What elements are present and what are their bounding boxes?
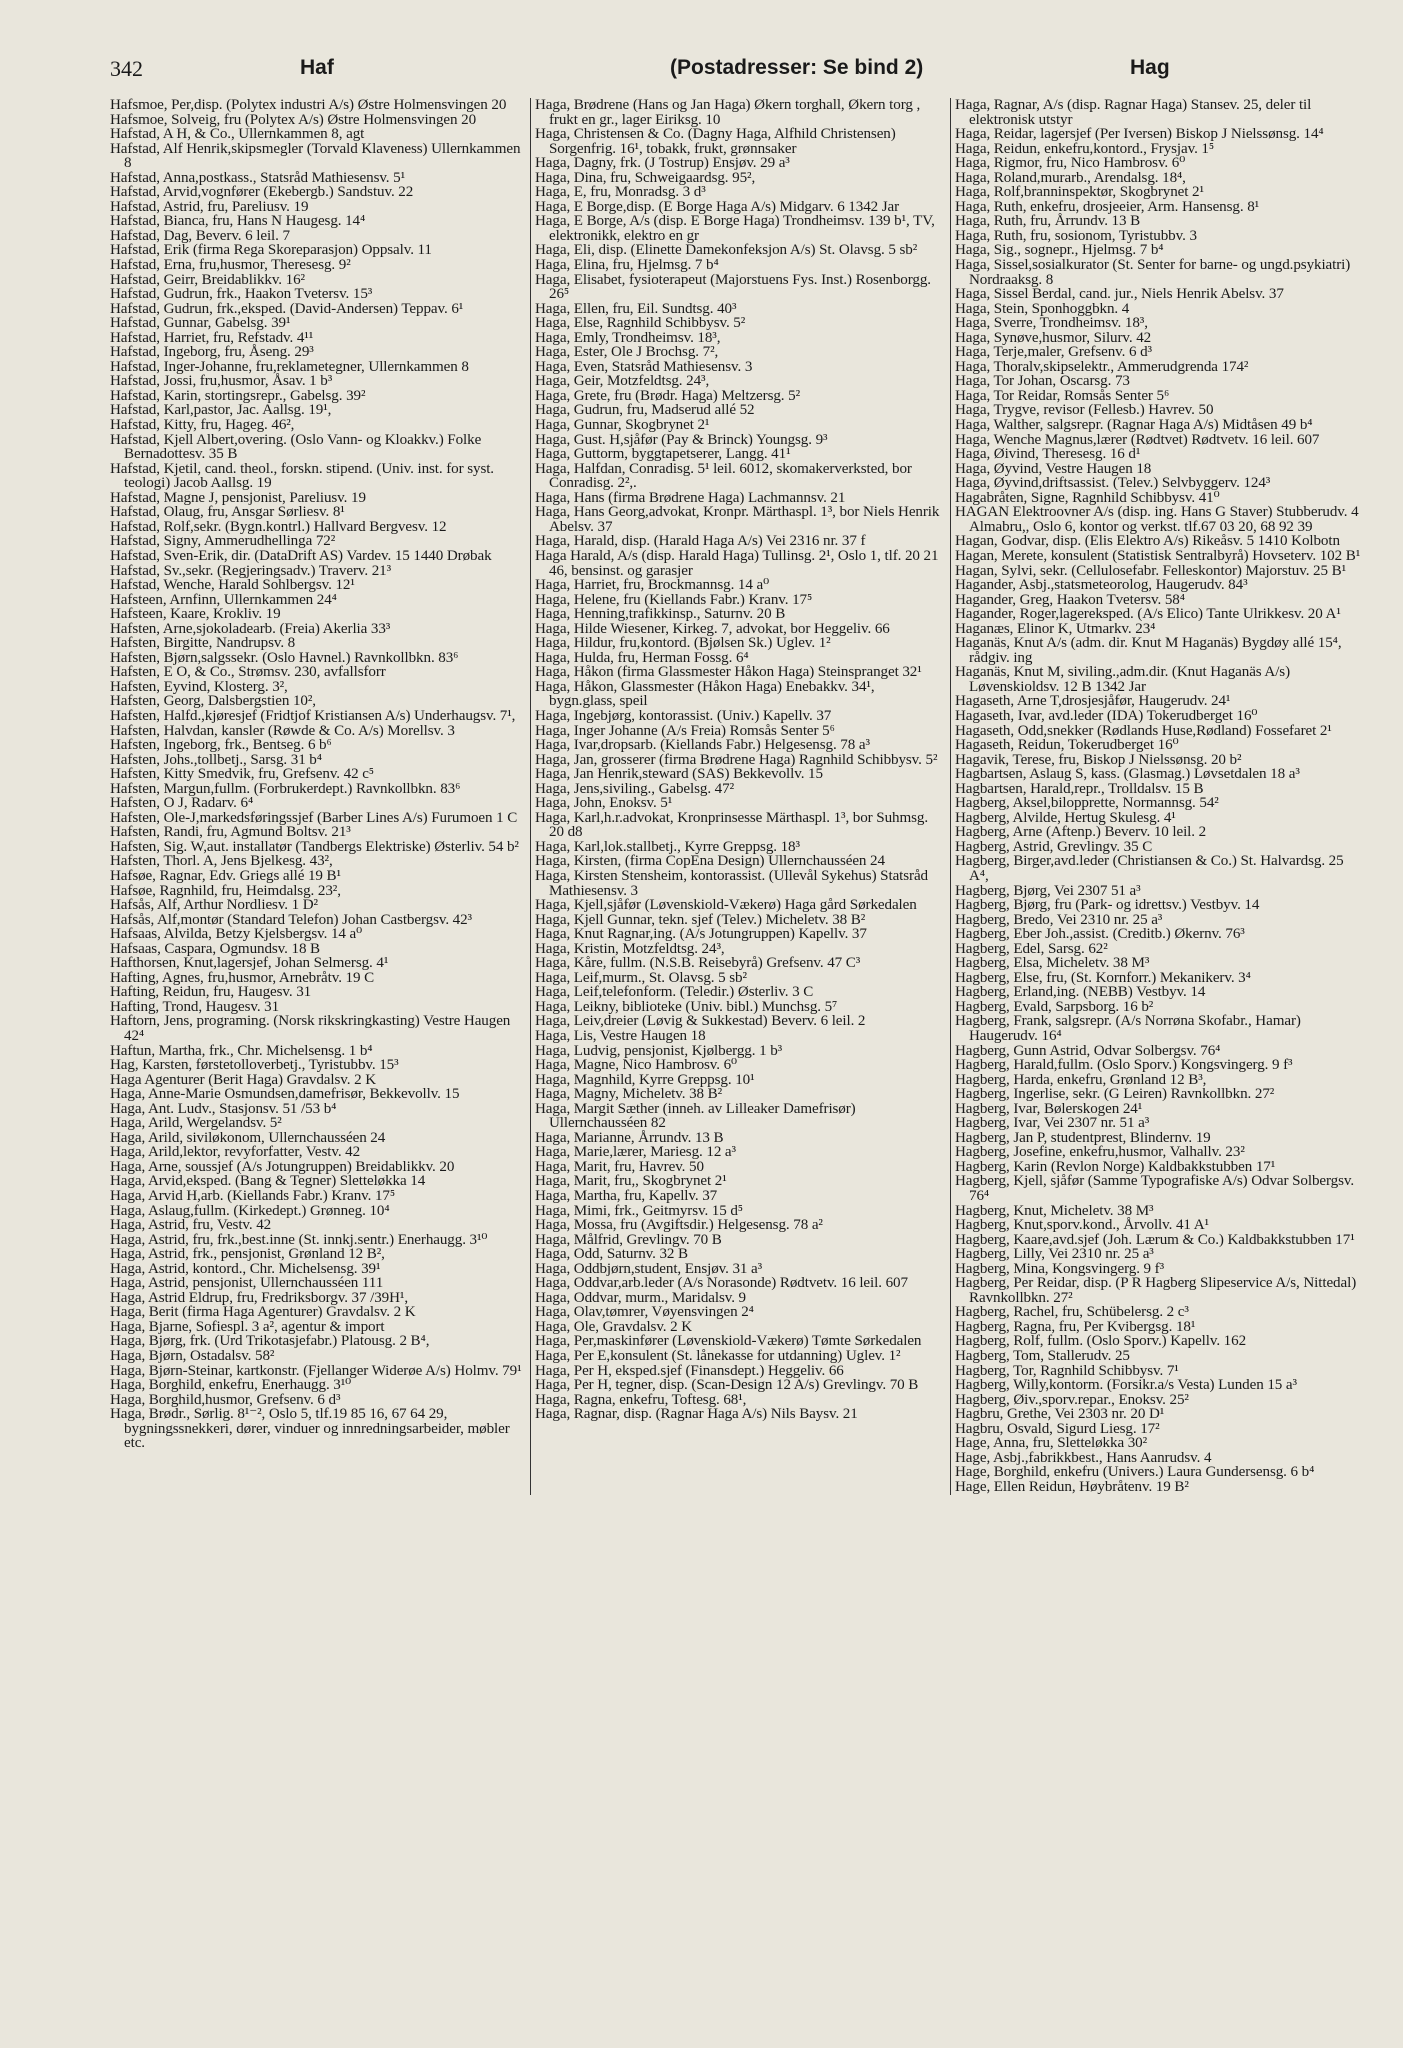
header-keyword-right: Hag — [1130, 56, 1170, 79]
directory-entry: Hafsten, Eyvind, Klosterg. 3², — [110, 678, 288, 695]
directory-entry: Hag, Karsten, førstetolloverbetj., Tyristubbv. 15³ — [110, 1057, 399, 1074]
directory-entry: Haga, Astrid Eldrup, fru, Fredriksborgv. 37 /39H¹, — [110, 1289, 409, 1306]
directory-entry: Hafsteen, Kaare, Krokliv. 19 — [110, 606, 281, 623]
directory-entry: Hagbartsen, Aslaug S, kass. (Glasmag.) Løvsetdalen 18 a³ — [955, 766, 1300, 783]
directory-entry: Haga, Hildur, fru,kontord. (Bjølsen Sk.) Uglev. 1² — [535, 635, 831, 652]
directory-entry: Hafstad, Anna,postkass., Statsråd Mathiesensv. 5¹ — [110, 169, 406, 186]
directory-entry: Haga, Tor Johan, Oscarsg. 73 — [955, 373, 1130, 390]
directory-entry: Hafstad, Astrid, fru, Pareliusv. 19 — [110, 198, 309, 215]
directory-entry: Haga, Per E,konsulent (St. lånekasse for utdanning) Uglev. 1² — [535, 1348, 901, 1365]
directory-entry: Haga, Borghild,husmor, Grefsenv. 6 d³ — [110, 1391, 341, 1408]
directory-entry: Hafsøe, Ragnar, Edv. Griegs allé 19 B¹ — [110, 867, 341, 884]
directory-entry: Haga, Ludvig, pensjonist, Kjølbergg. 1 b³ — [535, 1042, 783, 1059]
directory-entry: Haga, Sig., sognepr., Hjelmsg. 7 b⁴ — [955, 242, 1164, 259]
directory-entry: Haga, Halfdan, Conradisg. 5¹ leil. 6012, skomakerverksted, bor Conradisg. 2²,. — [535, 460, 912, 492]
directory-entry: Hafstad, Ingeborg, fru, Åseng. 29³ — [110, 344, 314, 361]
directory-entry: Hagberg, Arne (Aftenp.) Beverv. 10 leil. 2 — [955, 824, 1207, 841]
directory-entry: Hafstad, Gunnar, Gabelsg. 39¹ — [110, 315, 291, 332]
directory-entry: Haga, Astrid, frk., pensjonist, Grønland 12 B², — [110, 1246, 385, 1263]
directory-entry: Haga, Astrid, kontord., Chr. Michelsensg. 39¹ — [110, 1260, 381, 1277]
directory-entry: Haga, Odd, Saturnv. 32 B — [535, 1246, 688, 1263]
directory-entry: Haga, Roland,murarb., Arendalsg. 18⁴, — [955, 169, 1186, 186]
directory-entry: Haga, Jan Henrik,steward (SAS) Bekkevollv. 15 — [535, 766, 823, 783]
directory-entry: Haga, Kristin, Motzfeldtsg. 24³, — [535, 940, 725, 957]
directory-entry: Haga, Karl,h.r.advokat, Kronprinsesse Märthaspl. 1³, bor Suhmsg. 20 d8 — [535, 809, 929, 841]
directory-entry: Hagberg, Willy,kontorm. (Forsikr.a/s Vesta) Lunden 15 a³ — [955, 1377, 1297, 1394]
directory-entry: Haga, Gunnar, Skogbrynet 2¹ — [535, 417, 710, 434]
directory-entry: Hafstad, Kjetil, cand. theol., forskn. stipend. (Univ. inst. for syst. teologi) Jacob Aallsg. 19 — [110, 460, 494, 492]
directory-entry: Hafstad, Gudrun, frk.,eksped. (David-Andersen) Teppav. 6¹ — [110, 300, 464, 317]
directory-entry: Hagberg, Ingerlise, sekr. (G Leiren) Ravnkollbkn. 27² — [955, 1086, 1275, 1103]
directory-entry: Hafting, Reidun, fru, Haugesv. 31 — [110, 984, 312, 1001]
directory-entry: Hafstad, Jossi, fru,husmor, Åsav. 1 b³ — [110, 373, 333, 390]
directory-entry: Hafsten, Johs.,tollbetj., Sarsg. 31 b⁴ — [110, 751, 322, 768]
directory-entry: Hafstad, Dag, Beverv. 6 leil. 7 — [110, 227, 290, 244]
directory-entry: Hagberg, Mina, Kongsvingerg. 9 f³ — [955, 1260, 1165, 1277]
directory-entry: Hagberg, Karin (Revlon Norge) Kaldbakkstubben 17¹ — [955, 1158, 1276, 1175]
directory-entry: Hagberg, Jan P, studentprest, Blindernv. 19 — [955, 1129, 1211, 1146]
directory-entry: Haga, E Borge,disp. (E Borge Haga A/s) Midgarv. 6 1342 Jar — [535, 198, 900, 215]
directory-entry: Hagberg, Frank, salgsrepr. (A/s Norrøna Skofabr., Hamar) Haugerudv. 16⁴ — [955, 1013, 1301, 1044]
directory-entry: Haga, Per,maskinfører (Løvenskiold-Vækerø) Tømte Sørkedalen — [535, 1333, 922, 1350]
directory-entry: Hafsten, Georg, Dalsbergstien 10², — [110, 693, 316, 710]
directory-entry: Haga, Sissel Berdal, cand. jur., Niels Henrik Abelsv. 37 — [955, 286, 1284, 303]
directory-entry: Haga, Karl,lok.stallbetj., Kyrre Greppsg. 18³ — [535, 838, 800, 855]
directory-entry: Haga, Hilde Wiesener, Kirkeg. 7, advokat, bor Heggeliv. 66 — [535, 620, 890, 637]
directory-entry: Haga, Kirsten Stensheim, kontorassist. (Ullevål Sykehus) Statsråd Mathiesensv. 3 — [535, 867, 929, 899]
directory-entry: Hagbartsen, Harald,repr., Trolldalsv. 15 B — [955, 780, 1204, 797]
directory-entry: Hagberg, Bjørg, fru (Park- og idrettsv.) Vestbyv. 14 — [955, 897, 1260, 914]
directory-entry: Haga, Ellen, fru, Eil. Sundtsg. 40³ — [535, 300, 737, 317]
directory-entry: Haga, Hulda, fru, Herman Fossg. 6⁴ — [535, 649, 749, 666]
directory-entry: Haga, Per H, tegner, disp. (Scan-Design 12 A/s) Grevlingv. 70 B — [535, 1377, 919, 1394]
directory-entry: Hagbru, Grethe, Vei 2303 nr. 20 D¹ — [955, 1406, 1165, 1423]
directory-entry: Haga, Magnhild, Kyrre Greppsg. 10¹ — [535, 1071, 755, 1088]
directory-entry: Hafstad, Sven-Erik, dir. (DataDrift AS) Vardev. 15 1440 Drøbak — [110, 547, 492, 564]
directory-entry: Hagavik, Terese, fru, Biskop J Nielssønsg. 20 b² — [955, 751, 1242, 768]
directory-entry: Haga, Grete, fru (Brødr. Haga) Meltzersg. 5² — [535, 387, 801, 404]
directory-entry: Haga, Øyvind, Vestre Haugen 18 — [955, 460, 1152, 477]
directory-entry: Haganäs, Knut M, siviling.,adm.dir. (Knut Haganäs A/s) Løvenskioldsv. 12 B 1342 Jar — [955, 664, 1291, 695]
directory-entry: Hagberg, Erland,ing. (NEBB) Vestbyv. 14 — [955, 984, 1206, 1001]
directory-entry: Hafsås, Alf, Arthur Nordliesv. 1 D² — [110, 897, 318, 914]
directory-entry: Haga, Mossa, fru (Avgiftsdir.) Helgesensg. 78 a² — [535, 1217, 823, 1234]
directory-entry: Haga, Ruth, fru, sosionom, Tyristubbv. 3 — [955, 227, 1197, 244]
directory-entry: Hafsten, Halvdan, kansler (Røwde & Co. A/s) Morellsv. 3 — [110, 722, 455, 739]
directory-entry: HAGAN Elektroovner A/s (disp. ing. Hans G Staver) Stubberudv. 4 Almabru,, Oslo 6, kontor og verkst. tlf.67 03 20, 68 92 39 — [955, 504, 1359, 535]
directory-entry: Hagberg, Ivar, Bølerskogen 24¹ — [955, 1100, 1143, 1117]
page-header — [110, 56, 1353, 86]
directory-entry: Hafstad, Olaug, fru, Ansgar Sørliesv. 8¹ — [110, 504, 345, 521]
directory-entry: Hafstad, Erna, fru,husmor, Theresesg. 9² — [110, 257, 351, 274]
directory-entry: Haga, Thoralv,skipselektr., Ammerudgrenda 174² — [955, 358, 1249, 375]
header-title: (Postadresser: Se bind 2) — [670, 56, 924, 79]
directory-entry: Haga, Per H, eksped.sjef (Finansdept.) Heggeliv. 66 — [535, 1362, 844, 1379]
directory-entry: Haga, Bjarne, Sofiespl. 3 a², agentur & import — [110, 1318, 385, 1335]
directory-entry: Haga, Brødrene (Hans og Jan Haga) Økern torghall, Økern torg , frukt en gr., lager Eiriksg. 10 — [535, 97, 921, 128]
directory-entry: Haga, Oddvar,arb.leder (A/s Norasonde) Rødtvetv. 16 leil. 607 — [535, 1275, 908, 1292]
directory-entry: Haga, Ragnar, A/s (disp. Ragnar Haga) Stansev. 25, deler til elektronisk utstyr — [955, 97, 1312, 128]
directory-entry: Haftun, Martha, frk., Chr. Michelsensg. 1 b⁴ — [110, 1042, 373, 1059]
directory-entry: Haga, Håkon, Glassmester (Håkon Haga) Enebakkv. 34¹, bygn.glass, speil — [535, 678, 875, 710]
directory-entry: Haga, Rigmor, fru, Nico Hambrosv. 6⁰ — [955, 155, 1186, 172]
directory-entry: Hagberg, Tom, Stallerudv. 25 — [955, 1348, 1130, 1365]
directory-entry: Haga, Arvid,eksped. (Bang & Tegner) Sletteløkka 14 — [110, 1173, 426, 1190]
directory-entry: Hagberg, Per Reidar, disp. (P R Hagberg Slipeservice A/s, Nittedal) Ravnkollbkn. 27² — [955, 1275, 1357, 1306]
directory-entry: Haga, Bjørn-Steinar, kartkonstr. (Fjellanger Widerøe A/s) Holmv. 79¹ — [110, 1362, 522, 1379]
directory-entry: Hafsten, Margun,fullm. (Forbrukerdept.) Ravnkollbkn. 83⁶ — [110, 780, 461, 797]
directory-entry: Haga, Kirsten, (firma CopEna Design) Ullernchausséen 24 — [535, 853, 885, 870]
directory-entry: Haga, Leiv,dreier (Løvig & Sukkestad) Beverv. 6 leil. 2 — [535, 1013, 866, 1030]
directory-entry: Hafstad, Wenche, Harald Sohlbergsv. 12¹ — [110, 577, 355, 594]
directory-entry: Haga, Ruth, fru, Årrundv. 13 B — [955, 213, 1141, 230]
directory-entry: Haga, Marie,lærer, Mariesg. 12 a³ — [535, 1144, 736, 1161]
directory-entry: Haga, John, Enoksv. 5¹ — [535, 795, 673, 812]
directory-entry: Haga, Geir, Motzfeldtsg. 24³, — [535, 373, 710, 390]
directory-entry: Haga, Gudrun, fru, Madserud allé 52 — [535, 402, 755, 419]
directory-entry: Haga, Hans (firma Brødrene Haga) Lachmannsv. 21 — [535, 489, 846, 506]
directory-entry: Haga, Ester, Ole J Brochsg. 7², — [535, 344, 719, 361]
directory-entry: Haga, Tor Reidar, Romsås Senter 5⁶ — [955, 387, 1170, 404]
directory-entry: Haga, Marit, fru,, Skogbrynet 2¹ — [535, 1173, 727, 1190]
directory-entry: Haga, Astrid, fru, frk.,best.inne (St. innkj.sentr.) Enerhaugg. 3¹⁰ — [110, 1231, 488, 1248]
directory-entry: Hagabråten, Signe, Ragnhild Schibbysv. 41⁰ — [955, 489, 1220, 506]
directory-entry: Haga, Olav,tømrer, Vøyensvingen 2⁴ — [535, 1304, 754, 1321]
directory-entry: Haga, Margit Sæther (inneh. av Lilleaker Damefrisør) Ullernchausséen 82 — [535, 1100, 856, 1132]
directory-entry: Hagberg, Astrid, Grevlingv. 35 C — [955, 838, 1153, 855]
directory-entry: Hafstad, Magne J, pensjonist, Pareliusv. 19 — [110, 489, 366, 506]
directory-column-1 — [110, 98, 522, 1495]
directory-entry: Haga, Ole, Gravdalsv. 2 K — [535, 1318, 693, 1335]
directory-entry: Haga, Reidar, lagersjef (Per Iversen) Biskop J Nielssønsg. 14⁴ — [955, 126, 1324, 143]
directory-entry: Hagberg, Alvilde, Hertug Skulesg. 4¹ — [955, 809, 1176, 826]
directory-entry: Haga, Arvid H,arb. (Kiellands Fabr.) Kranv. 17⁵ — [110, 1188, 396, 1205]
directory-entry: Hafsmoe, Solveig, fru (Polytex A/s) Østre Holmensvingen 20 — [110, 111, 477, 128]
directory-entry: Hafsten, Ole-J,markedsføringssjef (Barber Lines A/s) Furumoen 1 C — [110, 809, 518, 826]
directory-entry: Hafstad, Inger-Johanne, fru,reklametegner, Ullernkammen 8 — [110, 358, 469, 375]
directory-entry: Hagander, Asbj.,statsmeteorolog, Haugerudv. 84³ — [955, 577, 1248, 594]
directory-entry: Hafsås, Alf,montør (Standard Telefon) Johan Castbergsv. 42³ — [110, 911, 472, 928]
directory-entry: Haga, Oddbjørn,student, Ensjøv. 31 a³ — [535, 1260, 763, 1277]
directory-entry: Hafsten, Randi, fru, Agmund Boltsv. 21³ — [110, 824, 351, 841]
directory-entry: Hagander, Greg, Haakon Tvetersv. 58⁴ — [955, 591, 1185, 608]
directory-entry: Hafsten, Thorl. A, Jens Bjelkesg. 43², — [110, 853, 333, 870]
directory-entry: Haga, Jens,siviling., Gabelsg. 47² — [535, 780, 734, 797]
directory-entry: Hagberg, Lilly, Vei 2310 nr. 25 a³ — [955, 1246, 1154, 1263]
directory-entry: Hagberg, Elsa, Micheletv. 38 M³ — [955, 955, 1150, 972]
directory-entry: Haga, Walther, salgsrepr. (Ragnar Haga A/s) Midtåsen 49 b⁴ — [955, 417, 1313, 434]
directory-entry: Haga, Christensen & Co. (Dagny Haga, Alfhild Christensen) Sorgenfrig. 16¹, tobakk, frukt, grønnsaker — [535, 126, 896, 157]
directory-entry: Hage, Anna, fru, Sletteløkka 30² — [955, 1435, 1148, 1452]
directory-entry: Hafsten, E O, & Co., Strømsv. 230, avfallsforr — [110, 664, 386, 681]
directory-entry: Hagberg, Knut, Micheletv. 38 M³ — [955, 1202, 1154, 1219]
directory-entry: Hagan, Sylvi, sekr. (Cellulosefabr. Felleskontor) Majorstuv. 25 B¹ — [955, 562, 1347, 579]
directory-entry: Haga, Harriet, fru, Brockmannsg. 14 a⁰ — [535, 577, 770, 594]
directory-entry: Hagberg, Else, fru, (St. Kornforr.) Mekanikerv. 3⁴ — [955, 969, 1251, 986]
directory-entry: Haga, Oddvar, murm., Maridalsv. 9 — [535, 1289, 746, 1306]
directory-entry: Hafstad, Sv.,sekr. (Regjeringsadv.) Traverv. 21³ — [110, 562, 392, 579]
directory-entry: Haga, Bjørn, Ostadalsv. 58² — [110, 1348, 275, 1365]
page-number: 342 — [110, 56, 143, 81]
directory-entry: Haga, Kjell,sjåfør (Løvenskiold-Vækerø) Haga gård Sørkedalen — [535, 897, 917, 914]
directory-entry: Haga, Kjell Gunnar, tekn. sjef (Telev.) Micheletv. 38 B² — [535, 911, 866, 928]
directory-entry: Hagberg, Aksel,bilopprette, Normannsg. 54² — [955, 795, 1219, 812]
directory-entry: Haga, Rolf,branninspektør, Skogbrynet 2¹ — [955, 184, 1204, 201]
directory-entry: Haga, E Borge, A/s (disp. E Borge Haga) Trondheimsv. 139 b¹, TV, elektronikk, elektro en gr — [535, 213, 935, 244]
directory-entry: Haga, Leif,telefonform. (Teledir.) Østerliv. 3 C — [535, 984, 814, 1001]
directory-entry: Haga, Knut Ragnar,ing. (A/s Jotungruppen) Kapellv. 37 — [535, 926, 867, 943]
directory-entry: Haga, Elisabet, fysioterapeut (Majorstuens Fys. Inst.) Rosenborgg. 26⁵ — [535, 271, 931, 303]
directory-entry: Haga, Harald, disp. (Harald Haga A/s) Vei 2316 nr. 37 f — [535, 533, 866, 550]
directory-entry: Hafstad, Signy, Ammerudhellinga 72² — [110, 533, 336, 550]
directory-entry: Hagberg, Bjørg, Vei 2307 51 a³ — [955, 882, 1141, 899]
directory-entry: Haga, Lis, Vestre Haugen 18 — [535, 1028, 706, 1044]
directory-entry: Hagaseth, Arne T,drosjesjåfør, Haugerudv. 24¹ — [955, 693, 1231, 710]
directory-entry: Hagberg, Rachel, fru, Schübelersg. 2 c³ — [955, 1304, 1189, 1321]
directory-entry: Hagaseth, Ivar, avd.leder (IDA) Tokerudberget 16⁰ — [955, 707, 1258, 724]
directory-entry: Haga Harald, A/s (disp. Harald Haga) Tullinsg. 2¹, Oslo 1, tlf. 20 21 46, bensinst. og garasjer — [535, 547, 939, 579]
directory-entry: Haga, Arild, Wergelandsv. 5² — [110, 1115, 282, 1132]
directory-entry: Hafsten, Birgitte, Nandrupsv. 8 — [110, 635, 296, 652]
directory-entry: Hafting, Agnes, fru,husmor, Arnebråtv. 19 C — [110, 969, 375, 986]
directory-entry: Hagberg, Øiv.,sporv.repar., Enoksv. 25² — [955, 1391, 1189, 1408]
directory-entry: Hafsten, Kitty Smedvik, fru, Grefsenv. 42 c⁵ — [110, 766, 374, 783]
directory-entry: Hafsten, Sig. W,aut. installatør (Tandbergs Elektriske) Østerliv. 54 b² — [110, 838, 519, 855]
directory-entry: Haga, Guttorm, byggtapetserer, Langg. 41¹ — [535, 446, 791, 463]
directory-entry: Hafstad, Alf Henrik,skipsmegler (Torvald Klaveness) Ullernkammen 8 — [110, 140, 521, 172]
directory-entry: Hagberg, Knut,sporv.kond., Årvollv. 41 A¹ — [955, 1217, 1209, 1234]
directory-entry: Haga, Synøve,husmor, Silurv. 42 — [955, 329, 1152, 346]
directory-entry: Hagberg, Ragna, fru, Per Kvibergsg. 18¹ — [955, 1318, 1196, 1335]
directory-entry: Hafstad, Erik (firma Rega Skoreparasjon) Oppsalv. 11 — [110, 242, 432, 259]
directory-entry: Haga, Arild, siviløkonom, Ullernchausséen 24 — [110, 1129, 386, 1146]
directory-entry: Haga, Sissel,sosialkurator (St. Senter for barne- og ungd.psykiatri) Nordraaksg. 8 — [955, 257, 1351, 288]
directory-entry: Haga, Helene, fru (Kiellands Fabr.) Kranv. 17⁵ — [535, 591, 813, 608]
directory-entry: Hagan, Godvar, disp. (Elis Elektro A/s) Rikeåsv. 5 1410 Kolbotn — [955, 533, 1340, 550]
directory-entry: Hafsaas, Alvilda, Betzy Kjelsbergsv. 14 a⁰ — [110, 926, 363, 943]
directory-entry: Hafsten, Ingeborg, frk., Bentseg. 6 b⁶ — [110, 737, 332, 754]
directory-entry: Haga, Wenche Magnus,lærer (Rødtvet) Rødtvetv. 16 leil. 607 — [955, 431, 1320, 448]
directory-entry: Haganäs, Knut A/s (adm. dir. Knut M Haganäs) Bygdøy allé 15⁴, rådgiv. ing — [955, 635, 1342, 666]
directory-entry: Haga, Inger Johanne (A/s Freia) Romsås Senter 5⁶ — [535, 722, 835, 739]
directory-entry: Hafstad, Rolf,sekr. (Bygn.kontrl.) Hallvard Bergvesv. 12 — [110, 518, 447, 535]
directory-entry: Haga, Jan, grosserer (firma Brødrene Haga) Ragnhild Schibbysv. 5² — [535, 751, 938, 768]
directory-entry: Haga, Øyvind,driftsassist. (Telev.) Selvbyggerv. 124³ — [955, 475, 1271, 492]
directory-entry: Hagberg, Rolf, fullm. (Oslo Sporv.) Kapellv. 162 — [955, 1333, 1247, 1350]
directory-entry: Hafstad, Karin, stortingsrepr., Gabelsg. 39² — [110, 387, 366, 404]
directory-entry: Haga, Øivind, Theresesg. 16 d¹ — [955, 446, 1141, 463]
directory-entry: Haga, Martha, fru, Kapellv. 37 — [535, 1188, 718, 1205]
directory-entry: Haga, Borghild, enkefru, Enerhaugg. 3¹⁰ — [110, 1377, 352, 1394]
directory-entry: Haga, Even, Statsråd Mathiesensv. 3 — [535, 358, 753, 375]
directory-entry: Hafthorsen, Knut,lagersjef, Johan Selmersg. 4¹ — [110, 955, 389, 972]
directory-entry: Haga, Ruth, enkefru, drosjeeier, Arm. Hansensg. 8¹ — [955, 198, 1260, 215]
directory-entry: Hafstad, Harriet, fru, Refstadv. 4¹¹ — [110, 329, 314, 346]
directory-entry: Hafsten, Halfd.,kjøresjef (Fridtjof Kristiansen A/s) Underhaugsv. 7¹, — [110, 707, 516, 724]
directory-entry: Hagberg, Evald, Sarpsborg. 16 b² — [955, 998, 1154, 1015]
directory-entry: Hagberg, Kaare,avd.sjef (Joh. Lærum & Co.) Kaldbakkstubben 17¹ — [955, 1231, 1355, 1248]
directory-entry: Haga, Else, Ragnhild Schibbysv. 5² — [535, 315, 746, 332]
directory-entry: Hafstad, A H, & Co., Ullernkammen 8, agt — [110, 126, 365, 143]
directory-entry: Haga, Elina, fru, Hjelmsg. 7 b⁴ — [535, 257, 719, 274]
directory-entry: Hagan, Merete, konsulent (Statistisk Sentralbyrå) Hovseterv. 102 B¹ — [955, 547, 1361, 564]
directory-entry: Hagberg, Josefine, enkefru,husmor, Valhallv. 23² — [955, 1144, 1245, 1161]
directory-entry: Hafsten, Arne,sjokoladearb. (Freia) Akerlia 33³ — [110, 620, 391, 637]
directory-entry: Hagberg, Eber Joh.,assist. (Creditb.) Økernv. 76³ — [955, 926, 1245, 943]
directory-entry: Haga, Sverre, Trondheimsv. 18³, — [955, 315, 1148, 332]
directory-entry: Hagberg, Gunn Astrid, Odvar Solbergsv. 76⁴ — [955, 1042, 1221, 1059]
directory-entry: Haga, Leif,murm., St. Olavsg. 5 sb² — [535, 969, 747, 986]
directory-entry: Haga, Terje,maler, Grefsenv. 6 d³ — [955, 344, 1152, 361]
directory-entry: Hage, Ellen Reidun, Høybråtenv. 19 B² — [955, 1478, 1189, 1495]
directory-entry: Hagberg, Harald,fullm. (Oslo Sporv.) Kongsvingerg. 9 f³ — [955, 1057, 1293, 1074]
directory-entry: Hage, Borghild, enkefru (Univers.) Laura Gundersensg. 6 b⁴ — [955, 1464, 1315, 1481]
directory-entry: Hafstad, Kjell Albert,overing. (Oslo Vann- og Kloakkv.) Folke Bernadottesv. 35 B — [110, 431, 482, 463]
directory-entry: Haga, Mimi, frk., Geitmyrsv. 15 d⁵ — [535, 1202, 743, 1219]
directory-entry: Haga, Magne, Nico Hambrosv. 6⁰ — [535, 1057, 738, 1074]
directory-entry: Haga, Ingebjørg, kontorassist. (Univ.) Kapellv. 37 — [535, 707, 832, 724]
directory-entry: Hafstad, Kitty, fru, Hageg. 46², — [110, 417, 295, 434]
directory-entry: Haga, Dagny, frk. (J Tostrup) Ensjøv. 29 a³ — [535, 155, 790, 172]
directory-entry: Haga, Hans Georg,advokat, Kronpr. Märthaspl. 1³, bor Niels Henrik Abelsv. 37 — [535, 504, 940, 535]
directory-entry: Haga, Reidun, enkefru,kontord., Frysjav. 1⁵ — [955, 140, 1215, 157]
directory-entry: Hagberg, Harda, enkefru, Grønland 12 B³, — [955, 1071, 1207, 1088]
directory-entry: Haga, Ragna, enkefru, Toftesg. 68¹, — [535, 1391, 747, 1408]
directory-entry: Haga, Astrid, pensjonist, Ullernchausséen 111 — [110, 1275, 384, 1292]
directory-entry: Hafsaas, Caspara, Ogmundsv. 18 B — [110, 940, 321, 957]
directory-entry: Haga, Leikny, biblioteke (Univ. bibl.) Munchsg. 5⁷ — [535, 998, 838, 1015]
directory-entry: Hage, Asbj.,fabrikkbest., Hans Aanrudsv. 4 — [955, 1449, 1212, 1466]
directory-entry: Haga, Berit (firma Haga Agenturer) Gravdalsv. 2 K — [110, 1304, 416, 1321]
directory-entry: Haga, Brødr., Sørlig. 8¹⁻², Oslo 5, tlf.19 85 16, 67 64 29, bygningssnekkeri, dører, vinduer og innredningsarbeider, møbler etc. — [110, 1406, 510, 1452]
directory-entry: Haga, Marit, fru, Havrev. 50 — [535, 1158, 704, 1175]
directory-entry: Haga, Arne, soussjef (A/s Jotungruppen) Breidablikkv. 20 — [110, 1158, 455, 1175]
header-keyword-left: Haf — [300, 56, 334, 79]
directory-entry: Haga, Astrid, fru, Vestv. 42 — [110, 1217, 272, 1234]
directory-entry: Haga, E, fru, Monradsg. 3 d³ — [535, 184, 706, 201]
directory-entry: Haga, Ivar,dropsarb. (Kiellands Fabr.) Helgesensg. 78 a³ — [535, 737, 870, 754]
directory-entry: Hafsteen, Arnfinn, Ullernkammen 24⁴ — [110, 591, 337, 608]
directory-column-2 — [530, 98, 942, 1495]
directory-entry: Haga, Håkon (firma Glassmester Håkon Haga) Steinspranget 32¹ — [535, 664, 922, 681]
directory-entry: Hagander, Roger,lagereksped. (A/s Elico) Tante Ulrikkesv. 20 A¹ — [955, 606, 1341, 623]
directory-entry: Hagberg, Birger,avd.leder (Christiansen & Co.) St. Halvardsg. 25 A⁴, — [955, 853, 1344, 884]
directory-entry: Hafstad, Gudrun, frk., Haakon Tvetersv. 15³ — [110, 286, 373, 303]
directory-entry: Haga Agenturer (Berit Haga) Gravdalsv. 2 K — [110, 1071, 376, 1088]
directory-entry: Haga, Arild,lektor, revyforfatter, Vestv. 42 — [110, 1144, 361, 1161]
directory-entry: Haga, Kåre, fullm. (N.S.B. Reisebyrå) Grefsenv. 47 C³ — [535, 955, 861, 972]
directory-entry: Haga, Bjørg, frk. (Urd Trikotasjefabr.) Platousg. 2 B⁴, — [110, 1333, 430, 1350]
directory-entry: Haga, Anne-Marie Osmundsen,damefrisør, Bekkevollv. 15 — [110, 1086, 460, 1103]
directory-entry: Hagberg, Bredo, Vei 2310 nr. 25 a³ — [955, 911, 1163, 928]
directory-entry: Haga, Henning,trafikkinsp., Saturnv. 20 B — [535, 606, 786, 623]
directory-entry: Hafstad, Arvid,vognfører (Ekebergb.) Sandstuv. 22 — [110, 184, 414, 201]
directory-entry: Hafsmoe, Per,disp. (Polytex industri A/s) Østre Holmensvingen 20 — [110, 97, 507, 113]
directory-entry: Haga, Ant. Ludv., Stasjonsv. 51 /53 b⁴ — [110, 1100, 337, 1117]
directory-entry: Haga, Stein, Sponhoggbkn. 4 — [955, 300, 1130, 317]
directory-entry: Hafsten, Bjørn,salgssekr. (Oslo Havnel.) Ravnkollbkn. 83⁶ — [110, 649, 459, 666]
directory-entry: Haga, Ragnar, disp. (Ragnar Haga A/s) Nils Baysv. 21 — [535, 1406, 858, 1423]
directory-entry: Hagberg, Ivar, Vei 2307 nr. 51 a³ — [955, 1115, 1150, 1132]
directory-entry: Hafstad, Karl,pastor, Jac. Aallsg. 19¹, — [110, 402, 332, 419]
directory-entry: Hagberg, Edel, Sarsg. 62² — [955, 940, 1108, 957]
directory-entry: Hagberg, Tor, Ragnhild Schibbysv. 7¹ — [955, 1362, 1179, 1379]
directory-column-3 — [950, 98, 1362, 1495]
directory-entry: Hagaseth, Odd,snekker (Rødlands Huse,Rødland) Fossefaret 2¹ — [955, 722, 1332, 739]
directory-entry: Haga, Eli, disp. (Elinette Damekonfeksjon A/s) St. Olavsg. 5 sb² — [535, 242, 918, 259]
directory-entry: Haftorn, Jens, programing. (Norsk rikskringkasting) Vestre Haugen 42⁴ — [110, 1013, 511, 1044]
directory-entry: Haga, Emly, Trondheimsv. 18³, — [535, 329, 721, 346]
directory-entry: Hafsten, O J, Radarv. 6⁴ — [110, 795, 254, 812]
directory-entry: Hagaseth, Reidun, Tokerudberget 16⁰ — [955, 737, 1179, 754]
directory-columns — [110, 97, 1361, 1495]
directory-entry: Hagbru, Osvald, Sigurd Liesg. 17² — [955, 1420, 1160, 1437]
directory-entry: Haga, Aslaug,fullm. (Kirkedept.) Grønneg. 10⁴ — [110, 1202, 390, 1219]
directory-entry: Hafting, Trond, Haugesv. 31 — [110, 998, 280, 1015]
directory-entry: Haga, Målfrid, Grevlingv. 70 B — [535, 1231, 722, 1248]
directory-entry: Haga, Marianne, Årrundv. 13 B — [535, 1129, 724, 1146]
directory-entry: Hafstad, Geirr, Breidablikkv. 16² — [110, 271, 305, 288]
directory-entry: Haga, Trygve, revisor (Fellesb.) Havrev. 50 — [955, 402, 1214, 419]
directory-entry: Haga, Dina, fru, Schweigaardsg. 95², — [535, 169, 756, 186]
directory-entry: Haganæs, Elinor K, Utmarkv. 23⁴ — [955, 620, 1156, 637]
directory-entry: Hagberg, Kjell, sjåfør (Samme Typografiske A/s) Odvar Solbergsv. 76⁴ — [955, 1173, 1355, 1205]
directory-entry: Haga, Magny, Micheletv. 38 B² — [535, 1086, 723, 1103]
directory-entry: Haga, Gust. H,sjåfør (Pay & Brinck) Youngsg. 9³ — [535, 431, 828, 448]
directory-entry: Hafsøe, Ragnhild, fru, Heimdalsg. 23², — [110, 882, 341, 899]
directory-entry: Hafstad, Bianca, fru, Hans N Haugesg. 14⁴ — [110, 213, 366, 230]
